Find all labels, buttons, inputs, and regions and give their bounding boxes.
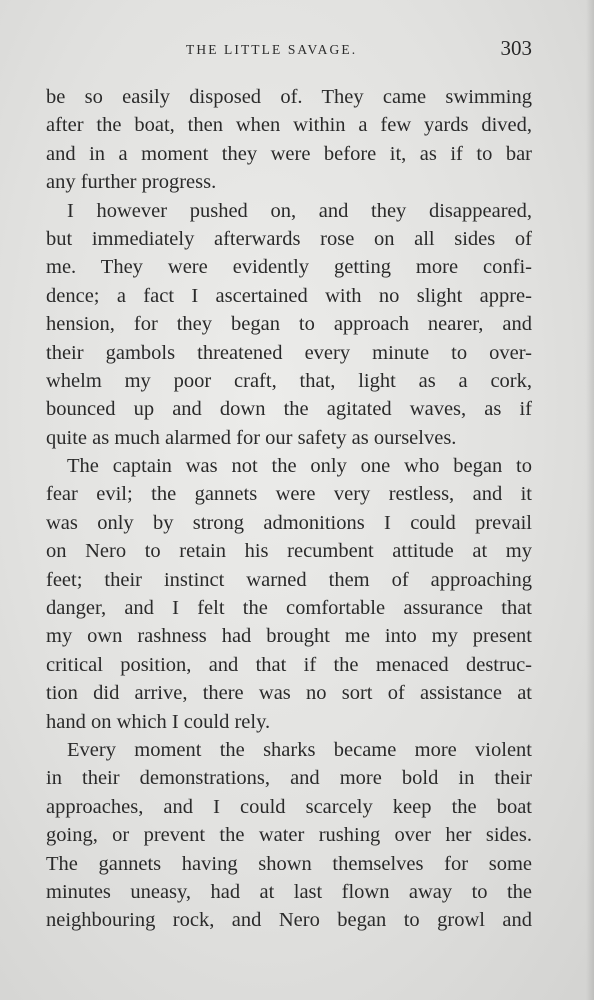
- text-line: quite as much alarmed for our safety as ourselves.: [46, 426, 457, 449]
- text-line: my own rashness had brought me into my present: [46, 625, 532, 648]
- text-line: I however pushed on, and they disappeared,: [67, 199, 532, 222]
- text-line: in their demonstrations, and more bold in their: [46, 767, 532, 790]
- text-line: dence; a fact I ascertained with no slight appre-: [46, 284, 532, 307]
- text-line: minutes uneasy, had at last flown away to the: [46, 880, 532, 903]
- text-line: and in a moment they were before it, as if to bar: [46, 142, 532, 165]
- running-title: THE LITTLE SAVAGE.: [186, 42, 358, 57]
- text-line: was only by strong admonitions I could prevail: [46, 511, 532, 534]
- paragraph: [46, 452, 532, 736]
- text-line: tion did arrive, there was no sort of assistance at: [46, 682, 532, 705]
- text-line: hand on which I could rely.: [46, 710, 271, 733]
- paragraph: [46, 197, 532, 453]
- text-line: Every moment the sharks became more violent: [67, 738, 532, 761]
- text-line: going, or prevent the water rushing over her sides.: [46, 824, 532, 847]
- text-line: be so easily disposed of. They came swimming: [46, 86, 532, 108]
- paragraph: [46, 83, 532, 197]
- text-line: hension, for they began to approach nearer, and: [46, 313, 532, 336]
- text-line: approaches, and I could scarcely keep the boat: [46, 795, 532, 818]
- text-line: after the boat, then when within a few yards dived,: [46, 114, 532, 137]
- text-line: on Nero to retain his recumbent attitude at my: [46, 540, 532, 563]
- text-line: The captain was not the only one who began to: [67, 455, 532, 478]
- paragraph: [46, 736, 532, 935]
- text-line: feet; their instinct warned them of approaching: [46, 568, 532, 591]
- text-line: bounced up and down the agitated waves, as if: [46, 398, 532, 421]
- text-line: but immediately afterwards rose on all sides of: [46, 227, 532, 250]
- text-line: The gannets having shown themselves for some: [46, 852, 532, 875]
- body-text: [46, 83, 532, 935]
- text-line: me. They were evidently getting more confi-: [46, 256, 532, 279]
- text-line: danger, and I felt the comfortable assurance that: [46, 597, 532, 620]
- text-line: fear evil; the gannets were very restless, and it: [46, 483, 532, 506]
- page-number: 303: [500, 36, 532, 60]
- text-line: their gambols threatened every minute to over-: [46, 341, 532, 364]
- text-line: any further progress.: [46, 171, 217, 194]
- text-line: neighbouring rock, and Nero began to growl and: [46, 909, 532, 932]
- text-line: critical position, and that if the menaced destruc-: [46, 653, 532, 676]
- text-line: whelm my poor craft, that, light as a cork,: [46, 369, 532, 392]
- running-head: [0, 34, 594, 68]
